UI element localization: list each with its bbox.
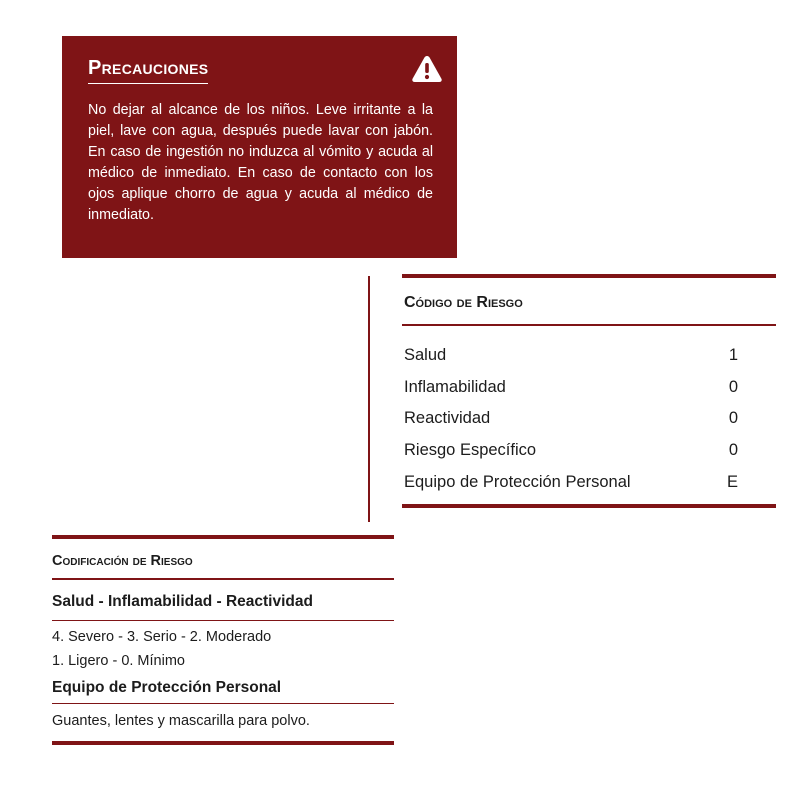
risk-label: Equipo de Protección Personal [404, 472, 631, 491]
risk-value: 0 [728, 409, 738, 428]
precautions-box [62, 36, 457, 258]
warning-triangle-icon [411, 54, 443, 84]
risk-label: Riesgo Específico [404, 441, 537, 460]
table-row [404, 372, 776, 404]
risk-label: Reactividad [404, 409, 491, 428]
precautions-title: Precauciones [88, 56, 208, 84]
vertical-divider [368, 276, 370, 522]
table-row [404, 340, 776, 372]
risk-code-rows [402, 326, 776, 504]
ppe-text: Guantes, lentes y mascarilla para polvo. [52, 713, 310, 729]
table-row [404, 467, 776, 499]
risk-value: E [726, 472, 738, 491]
risk-value: 0 [728, 377, 738, 396]
risk-label: Inflamabilidad [404, 377, 506, 396]
scale-line: 4. Severo - 3. Serio - 2. Moderado [52, 629, 272, 645]
risk-code-title: Código de Riesgo [404, 294, 523, 311]
codification-section [52, 535, 394, 745]
table-row [404, 435, 776, 467]
bottom-rule [52, 741, 394, 745]
scale-text [52, 621, 394, 673]
health-flammability-reactivity-heading: Salud - Inflamabilidad - Reactividad [52, 593, 313, 610]
risk-label: Salud [404, 346, 447, 364]
risk-code-table [402, 274, 776, 508]
codification-title: Codificación de Riesgo [52, 553, 193, 569]
risk-value: 0 [728, 441, 738, 460]
table-row [404, 403, 776, 435]
scale-line: 1. Ligero - 0. Mínimo [52, 653, 185, 669]
bottom-rule [402, 504, 776, 508]
precautions-text: No dejar al alcance de los niños. Leve irritante a la piel, lave con agua, después puede lavar con jabón. En caso de ingestión no induzca al vómito y acuda al médico de inmediato. En caso de contacto con los ojos aplique chorro de agua y acuda al médico de inmediato. [88, 102, 433, 223]
risk-value: 1 [728, 346, 738, 364]
ppe-heading: Equipo de Protección Personal [52, 679, 282, 696]
